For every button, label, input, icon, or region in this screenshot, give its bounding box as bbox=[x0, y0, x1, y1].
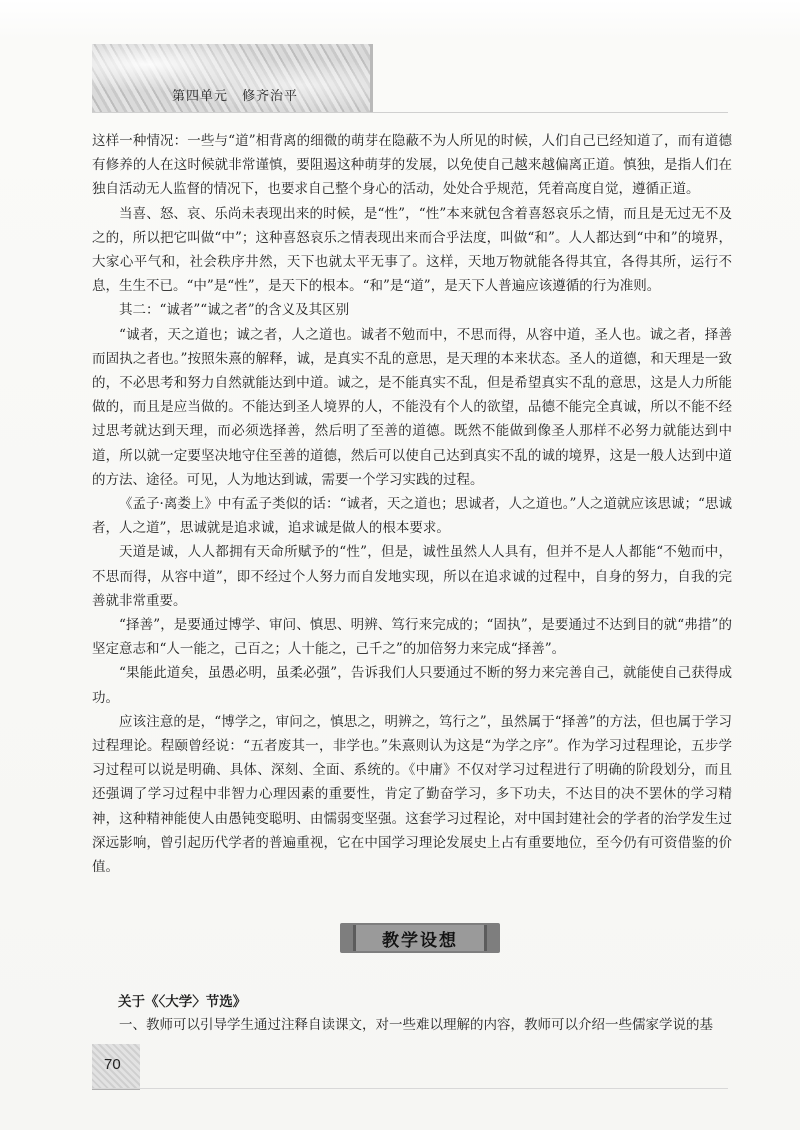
paragraph: “择善”，是要通过博学、审问、慎思、明辨、笃行来完成的；“固执”，是要通过不达到目的就“弗措”的坚定意志和“人一能之，己百之；人十能之，己千之”的加倍努力来完成“择善”。 bbox=[92, 617, 732, 658]
section-banner-inner bbox=[353, 925, 487, 951]
section-banner bbox=[340, 923, 500, 953]
paragraph: 应该注意的是，“博学之，审问之，慎思之，明辨之，笃行之”，虽然属于“择善”的方法，但也属于学习过程理论。程颐曾经说：“五者废其一，非学也。”朱熹则认为这是“为学之序”。作为学习过程理论，五步学习过程可以说是明确、具体、深刻、全面、系统的。《中庸》不仅对学习过程进行了明确的阶段划分，而且还强调了学习过程中非智力心理因素的重要性，肯定了勤奋学习，多下功夫，不达目的决不罢休的学习精神，这种精神能使人由愚钝变聪明、由懦弱变坚强。这套学习过程论，对中国封建社会的学者的治学发生过深远影响，曾引起历代学者的普遍重视，它在中国学习理论发展史上占有重要地位，至今仍有可资借鉴的价值。 bbox=[92, 713, 732, 876]
footer-rule bbox=[92, 1088, 728, 1089]
paragraph: “果能此道矣，虽愚必明，虽柔必强”，告诉我们人只要通过不断的努力来完善自己，就能使自己获得成功。 bbox=[92, 665, 732, 706]
page-number: 70 bbox=[104, 1056, 121, 1073]
paragraph: 天道是诚，人人都拥有天命所赋予的“性”，但是，诚性虽然人人具有，但并不是人人都能“不勉而中，不思而得，从容中道”，即不经过个人努力而自发地实现，所以在追求诚的过程中，自身的努力，自我的完善就非常重要。 bbox=[92, 544, 732, 609]
sub-heading: 关于《〈大学〉节选》 bbox=[118, 994, 247, 1010]
paragraph: 其二：“诚者”“诚之者”的含义及其区别 bbox=[119, 302, 350, 319]
running-header bbox=[172, 85, 298, 104]
body-text bbox=[92, 129, 732, 879]
paragraph: 一、教师可以引导学生通过注释自读课文，对一些难以理解的内容，教师可以介绍一些儒家学说的基 bbox=[119, 1017, 713, 1033]
paragraph: “诚者，天之道也；诚之者，人之道也。诚者不勉而中，不思而得，从容中道，圣人也。诚之者，择善而固执之者也。”按照朱熹的解释，诚，是真实不乱的意思，是天理的本来状态。圣人的道德，和天理是一致的，不必思考和努力自然就能达到中道。诚之，是不能真实不乱，但是希望真实不乱的意思，这是人力所能做的，而且是应当做的。不能达到圣人境界的人，不能没有个人的欲望，品德不能完全真诚，所以不能不经过思考就达到天理，而必须选择善，然后明了至善的道德。既然不能做到像圣人那样不必努力就能达到中道，所以就一定要坚决地守住至善的道德，然后可以使自己达到真实不乱的诚的境界，这是一般人达到中道的方法、途径。可见，人为地达到诚，需要一个学习实践的过程。 bbox=[92, 326, 732, 488]
paragraph: 当喜、怒、哀、乐尚未表现出来的时候，是“性”，“性”本来就包含着喜怒哀乐之情，而且是无过无不及之的，所以把它叫做“中”；这种喜怒哀乐之情表现出来而合乎法度，叫做“和”。人人都达到“中和”的境界，大家心平气和，社会秩序井然，天下也就太平无事了。这样，天地万物就能各得其宜，各得其所，运行不息，生生不已。“中”是“性”，是天下的根本。“和”是“道”，是天下人普遍应该遵循的行为准则。 bbox=[92, 205, 732, 295]
unit-label: 第四单元 bbox=[172, 89, 229, 104]
unit-title: 修齐治平 bbox=[242, 89, 299, 104]
header-rule bbox=[92, 112, 728, 113]
paragraph: 《孟子·离娄上》中有孟子类似的话：“诚者，天之道也；思诚者，人之道也。”人之道就应该思诚；“思诚者，人之道”，思诚就是追求诚，追求诚是做人的根本要求。 bbox=[92, 496, 732, 537]
paragraph: 这样一种情况：一些与“道”相背离的细微的萌芽在隐蔽不为人所见的时候，人们自己已经知道了，而有道德有修养的人在这时候就非常谨慎，要阻遏这种萌芽的发展，以免使自己越来越偏离正道。慎独，是指人们在独自活动无人监督的情况下，也要求自己整个身心的活动，处处合乎规范，凭着高度自觉，遵循正道。 bbox=[92, 133, 732, 198]
section-title: 教学设想 bbox=[382, 930, 458, 951]
